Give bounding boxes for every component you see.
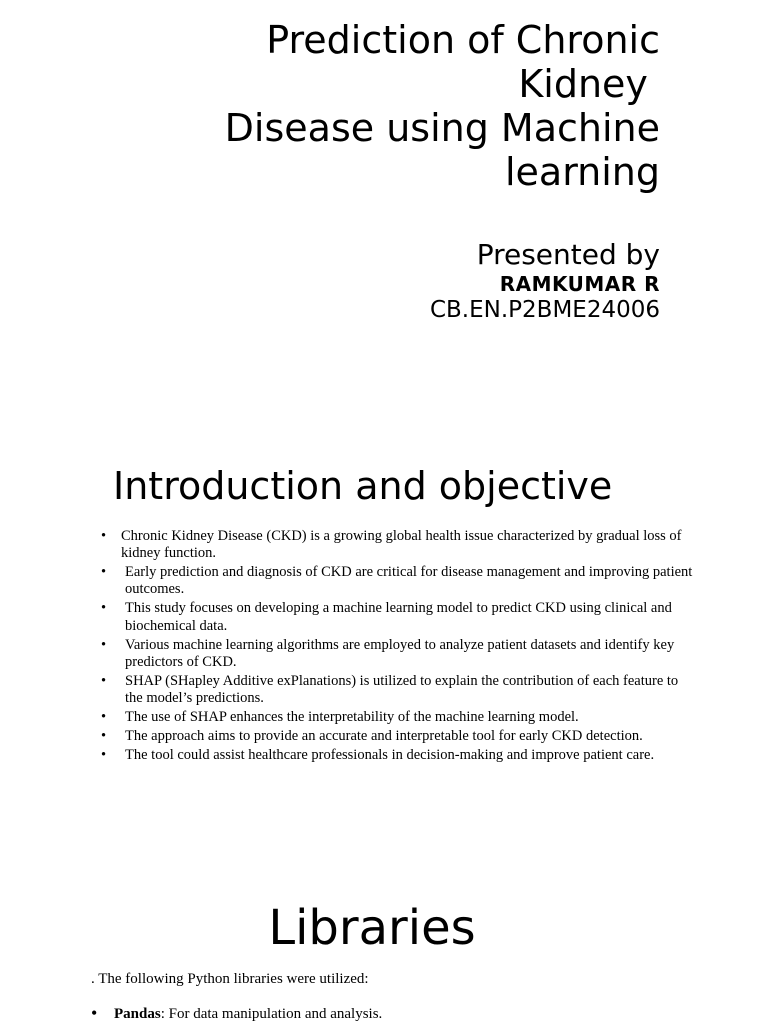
bullet-icon: • [101, 636, 107, 653]
bullet-icon: • [91, 1003, 98, 1023]
list-item [98, 564, 698, 598]
list-item-text: This study focuses on developing a machine learning model to predict CKD using clinical and biochemical data. [125, 600, 672, 634]
list-item [98, 728, 698, 745]
list-item [98, 600, 698, 634]
presenter-block [300, 238, 660, 324]
bullet-icon: • [101, 600, 107, 617]
bullet-icon: • [101, 747, 107, 764]
list-item-text: SHAP (SHapley Additive exPlanations) is utilized to explain the contribution of each feature to the model’s predictions. [125, 672, 679, 707]
list-item-text: The use of SHAP enhances the interpretability of the machine learning model. [125, 709, 579, 726]
presentation-title [120, 18, 660, 194]
list-item [98, 747, 698, 764]
list-item [98, 528, 698, 562]
bullet-icon: • [101, 564, 107, 581]
intro-bullet-list [98, 528, 698, 766]
library-name: Pandas [114, 1006, 161, 1022]
libraries-bullet-list [91, 1004, 382, 1024]
list-item [98, 673, 698, 707]
bullet-icon: • [101, 728, 107, 745]
libraries-heading: Libraries [268, 900, 476, 956]
intro-heading: Introduction and objective [113, 464, 613, 508]
list-item-text: The tool could assist healthcare professionals in decision-making and improve patient care. [125, 747, 655, 764]
list-item [91, 1004, 382, 1024]
title-line: Kidney [518, 62, 660, 106]
bullet-icon: • [101, 528, 107, 544]
presented-by-label: Presented by [476, 238, 660, 271]
list-item-text: The approach aims to provide an accurate and interpretable tool for early CKD detection. [125, 728, 643, 745]
title-line: learning [504, 150, 660, 194]
presenter-name: RAMKUMAR R [499, 272, 660, 296]
list-item [98, 637, 698, 671]
list-item-text: Chronic Kidney Disease (CKD) is a growing global health issue characterized by gradual loss of kidney function. [121, 528, 682, 562]
bullet-icon: • [101, 672, 107, 689]
bullet-icon: • [101, 709, 107, 726]
list-item-text: Various machine learning algorithms are employed to analyze patient datasets and identify key predictors of CKD. [125, 636, 675, 670]
list-item-text: Early prediction and diagnosis of CKD are critical for disease management and improving patient outcomes. [125, 564, 693, 598]
library-description: : For data manipulation and analysis. [160, 1006, 383, 1022]
title-line: Disease using Machine [224, 106, 660, 150]
list-item [98, 709, 698, 726]
libraries-intro-text: . The following Python libraries were utilized: [91, 971, 369, 987]
title-line: Prediction of Chronic [266, 18, 660, 62]
roll-number: CB.EN.P2BME24006 [429, 297, 660, 323]
